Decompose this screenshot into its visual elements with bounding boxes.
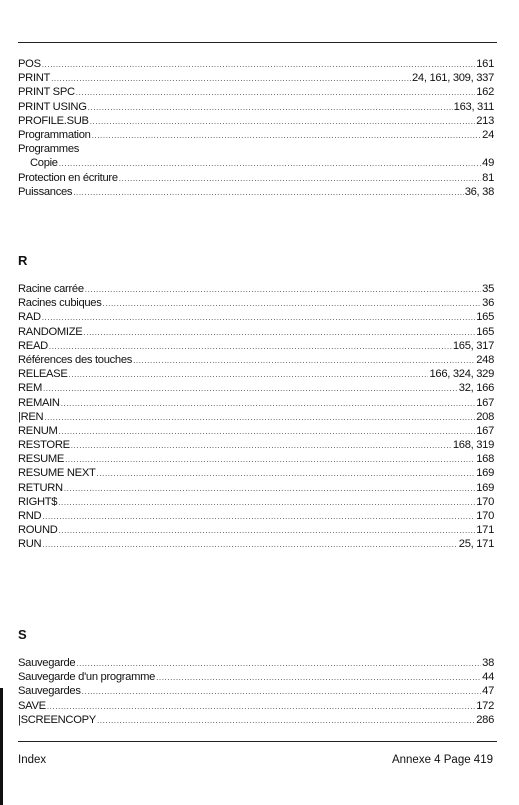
entry-pages: 38 bbox=[482, 657, 494, 669]
entry-pages: 24 bbox=[482, 128, 494, 141]
index-entry bbox=[18, 282, 494, 296]
leader-dots bbox=[73, 186, 463, 200]
footer-page-number: Annexe 4 Page 419 bbox=[391, 754, 493, 766]
footer-section-label: Index bbox=[18, 754, 47, 766]
entry-pages: 162 bbox=[476, 86, 494, 99]
leader-dots bbox=[64, 482, 475, 496]
entry-term: |REN bbox=[18, 410, 44, 423]
entry-pages: 36, 38 bbox=[464, 185, 494, 198]
index-entry bbox=[18, 684, 494, 698]
entry-term: RUN bbox=[18, 538, 42, 551]
entry-term: PRINT SPC bbox=[18, 86, 75, 99]
index-entry bbox=[18, 396, 494, 410]
index-entry bbox=[18, 537, 494, 551]
binding-edge bbox=[0, 688, 3, 805]
entry-term: RENUM bbox=[18, 424, 58, 437]
entry-pages: 36 bbox=[482, 297, 494, 310]
entry-pages: 169 bbox=[476, 467, 494, 480]
entry-pages: 170 bbox=[476, 495, 494, 508]
index-section-s bbox=[18, 656, 494, 727]
index-entry bbox=[18, 523, 494, 537]
entry-term: Racines cubiques bbox=[18, 297, 102, 310]
index-entry bbox=[18, 424, 494, 438]
index-section-p bbox=[18, 57, 494, 199]
index-entry bbox=[18, 57, 494, 71]
entry-pages: 171 bbox=[476, 524, 494, 537]
index-entry bbox=[18, 495, 494, 509]
index-entry bbox=[18, 310, 494, 324]
leader-dots bbox=[49, 340, 452, 354]
entry-term: ROUND bbox=[18, 524, 58, 537]
entry-pages: 166, 324, 329 bbox=[429, 368, 494, 381]
index-subentry bbox=[18, 156, 494, 170]
entry-term: RANDOMIZE bbox=[18, 325, 83, 338]
leader-dots bbox=[69, 368, 429, 382]
entry-pages: 81 bbox=[482, 171, 494, 184]
leader-dots bbox=[83, 326, 475, 340]
index-entry bbox=[18, 699, 494, 713]
entry-term: Copie bbox=[30, 157, 58, 170]
entry-pages: 213 bbox=[476, 114, 494, 127]
entry-pages: 47 bbox=[482, 685, 494, 698]
section-letter-s: S bbox=[18, 627, 27, 642]
index-entry bbox=[18, 452, 494, 466]
leader-dots bbox=[90, 115, 476, 129]
leader-dots bbox=[71, 439, 452, 453]
entry-term: RND bbox=[18, 510, 42, 522]
index-entry bbox=[18, 713, 494, 727]
entry-pages: 165 bbox=[476, 325, 494, 338]
index-entry bbox=[18, 509, 494, 523]
entry-term: RESUME bbox=[18, 453, 65, 466]
entry-pages: 167 bbox=[476, 396, 494, 409]
entry-term: RESUME NEXT bbox=[18, 467, 96, 480]
leader-dots bbox=[42, 58, 475, 72]
leader-dots bbox=[82, 685, 482, 699]
leader-dots bbox=[133, 354, 475, 368]
index-entry bbox=[18, 339, 494, 353]
entry-pages: 167 bbox=[476, 424, 494, 437]
entry-term: Références des touches bbox=[18, 353, 133, 366]
entry-pages: 208 bbox=[476, 410, 494, 423]
entry-term: Programmation bbox=[18, 128, 91, 141]
entry-term: POS bbox=[18, 58, 41, 70]
index-entry bbox=[18, 114, 494, 128]
entry-term: Protection en écriture bbox=[18, 171, 118, 184]
leader-dots bbox=[51, 72, 411, 86]
entry-pages: 49 bbox=[482, 157, 494, 170]
entry-pages: 170 bbox=[476, 510, 494, 522]
entry-pages: 165 bbox=[476, 311, 494, 324]
index-entry bbox=[18, 71, 494, 85]
entry-term: PRINT bbox=[18, 72, 51, 85]
leader-dots bbox=[59, 157, 481, 171]
index-entry bbox=[18, 438, 494, 452]
entry-pages: 165, 317 bbox=[452, 339, 494, 352]
entry-pages: 161 bbox=[476, 58, 494, 70]
entry-pages: 286 bbox=[476, 713, 494, 726]
entry-pages: 25, 171 bbox=[458, 538, 494, 551]
leader-dots bbox=[119, 172, 481, 186]
leader-dots bbox=[76, 657, 481, 671]
leader-dots bbox=[97, 714, 475, 728]
leader-dots bbox=[42, 538, 457, 552]
index-entry bbox=[18, 367, 494, 381]
leader-dots bbox=[65, 453, 475, 467]
entry-pages: 168 bbox=[476, 453, 494, 466]
leader-dots bbox=[59, 524, 476, 538]
leader-dots bbox=[42, 311, 475, 325]
entry-term: |SCREENCOPY bbox=[18, 713, 96, 726]
index-entry bbox=[18, 185, 494, 199]
leader-dots bbox=[47, 700, 475, 714]
entry-term: RELEASE bbox=[18, 368, 68, 381]
entry-pages: 163, 311 bbox=[453, 100, 494, 113]
leader-dots bbox=[97, 467, 476, 481]
leader-dots bbox=[103, 297, 482, 311]
leader-dots bbox=[85, 283, 481, 297]
index-section-r bbox=[18, 282, 494, 552]
index-entry bbox=[18, 481, 494, 495]
index-entry bbox=[18, 171, 494, 185]
index-entry-group bbox=[18, 142, 494, 156]
leader-dots bbox=[76, 86, 475, 100]
entry-term: Sauvegarde d'un programme bbox=[18, 671, 156, 684]
entry-term: RESTORE bbox=[18, 439, 70, 452]
index-entry bbox=[18, 353, 494, 367]
entry-term: PRINT USING bbox=[18, 100, 87, 113]
entry-term: PROFILE.SUB bbox=[18, 114, 89, 127]
leader-dots bbox=[92, 129, 482, 143]
entry-pages: 44 bbox=[482, 671, 494, 684]
entry-term: RIGHT$ bbox=[18, 495, 58, 508]
bottom-rule bbox=[18, 741, 497, 742]
index-entry bbox=[18, 656, 494, 670]
index-entry bbox=[18, 128, 494, 142]
index-entry bbox=[18, 466, 494, 480]
entry-term: Sauvegarde bbox=[18, 657, 76, 669]
index-entry bbox=[18, 296, 494, 310]
entry-pages: 169 bbox=[476, 481, 494, 494]
entry-term: Puissances bbox=[18, 185, 73, 198]
entry-pages: 248 bbox=[476, 353, 494, 366]
entry-pages: 32, 166 bbox=[458, 382, 494, 395]
leader-dots bbox=[59, 425, 476, 439]
entry-term: REMAIN bbox=[18, 396, 60, 409]
entry-term: Racine carrée bbox=[18, 283, 84, 295]
leader-dots bbox=[156, 671, 481, 685]
entry-term: READ bbox=[18, 339, 48, 352]
leader-dots bbox=[88, 101, 453, 115]
entry-pages: 24, 161, 309, 337 bbox=[412, 72, 494, 85]
entry-term: RAD bbox=[18, 311, 41, 324]
entry-term: REM bbox=[18, 382, 42, 395]
entry-pages: 35 bbox=[482, 283, 494, 295]
entry-term: Sauvegardes bbox=[18, 685, 81, 698]
index-entry bbox=[18, 100, 494, 114]
leader-dots bbox=[44, 411, 475, 425]
section-letter-r: R bbox=[18, 253, 28, 268]
leader-dots bbox=[42, 510, 475, 524]
index-entry bbox=[18, 85, 494, 99]
leader-dots bbox=[43, 382, 458, 396]
index-entry bbox=[18, 325, 494, 339]
entry-term: RETURN bbox=[18, 481, 63, 494]
leader-dots bbox=[58, 496, 475, 510]
entry-term: SAVE bbox=[18, 699, 46, 712]
entry-pages: 168, 319 bbox=[452, 439, 494, 452]
leader-dots bbox=[61, 397, 476, 411]
index-entry bbox=[18, 381, 494, 395]
index-entry bbox=[18, 410, 494, 424]
entry-term: Programmes bbox=[18, 143, 80, 156]
top-rule bbox=[18, 42, 497, 43]
entry-pages: 172 bbox=[476, 699, 494, 712]
index-entry bbox=[18, 670, 494, 684]
